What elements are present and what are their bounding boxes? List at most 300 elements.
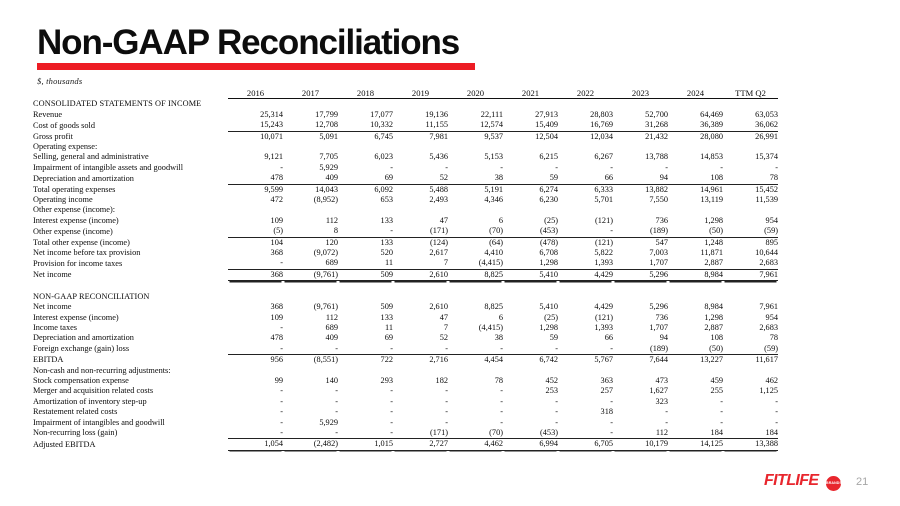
cell-2019: 2,493 (429, 195, 448, 205)
cell-2022: 6,333 (594, 184, 613, 194)
row-label: Depreciation and amortization (33, 173, 134, 183)
row-label: Non-recurring loss (gain) (33, 428, 118, 438)
table-spacer-row (33, 281, 778, 292)
cell-2017: 140 (325, 375, 338, 385)
cell-2019: 2,727 (393, 439, 448, 450)
table-row (33, 344, 778, 355)
row-label: Other expense (income) (33, 226, 113, 236)
table-row (33, 428, 778, 439)
table-row (33, 258, 778, 269)
units-note: $, thousands (37, 76, 83, 86)
cell-2018: - (390, 396, 393, 406)
cell-2020: 8,825 (484, 302, 503, 312)
table-row (33, 366, 778, 376)
row-label: Merger and acquisition related costs (33, 386, 154, 396)
cell-2020: 38 (448, 173, 503, 184)
cell-2018: 133 (380, 237, 393, 247)
cell-2018: 509 (338, 269, 393, 280)
cell-2020: 6 (498, 312, 503, 322)
row-label: Net income before tax provision (33, 248, 141, 258)
cell-2019 (393, 366, 448, 376)
cell-2020: 78 (494, 375, 503, 385)
cell-2024: - (720, 162, 723, 172)
table-row (33, 173, 778, 184)
cell-2018: 722 (380, 355, 393, 365)
cell-2023: 13,788 (645, 152, 668, 162)
cell-ttm-q2: 63,053 (755, 109, 778, 119)
cell-2018: - (390, 417, 393, 427)
logo-text-fit: FITLIFE (764, 472, 819, 489)
cell-2024: (50) (668, 226, 723, 237)
cell-2020: - (500, 162, 503, 172)
row-label: Operating expense: (33, 142, 98, 152)
cell-2019: - (445, 386, 448, 396)
cell-2020: 5,153 (484, 152, 503, 162)
cell-2016: 1,054 (228, 439, 283, 450)
table-body (33, 99, 778, 450)
cell-2021: - (555, 407, 558, 417)
row-label: Selling, general and administrative (33, 152, 149, 162)
cell-2023: 547 (655, 237, 668, 247)
cell-ttm-q2: - (775, 407, 778, 417)
cell-2024: 13,227 (700, 355, 723, 365)
cell-2016: 478 (270, 333, 283, 343)
cell-ttm-q2: 7,961 (759, 302, 778, 312)
cell-2018: 509 (380, 302, 393, 312)
cell-2021: - (555, 396, 558, 406)
cell-2018: 11 (338, 258, 393, 269)
cell-2021: - (555, 162, 558, 172)
cell-2022: - (610, 396, 613, 406)
cell-2016: - (280, 322, 283, 332)
cell-2019: 2,610 (393, 269, 448, 280)
cell-2017: (9,761) (313, 302, 338, 312)
cell-2018: - (390, 162, 393, 172)
row-label: Gross profit (33, 131, 73, 141)
cell-2021 (503, 366, 558, 376)
row-label: EBITDA (33, 355, 64, 365)
cell-2022: 1,393 (558, 258, 613, 269)
table-row (33, 397, 778, 407)
cell-2024: 14,853 (700, 152, 723, 162)
cell-2018: - (390, 407, 393, 417)
cell-2016: 478 (228, 173, 283, 184)
cell-2023: 31,268 (613, 120, 668, 131)
cell-2022: 16,769 (558, 120, 613, 131)
cell-2022: 4,429 (558, 269, 613, 280)
cell-2020: 38 (494, 333, 503, 343)
cell-2017: 5,929 (319, 162, 338, 172)
cell-2016 (228, 142, 283, 152)
cell-2016: 368 (228, 269, 283, 280)
cell-2020: 22,111 (480, 109, 503, 119)
row-label: Restatement related costs (33, 407, 118, 417)
cell-2023: 323 (655, 396, 668, 406)
cell-2022: - (610, 162, 613, 172)
table-row (33, 205, 778, 215)
cell-2023: - (665, 407, 668, 417)
cell-ttm-q2: 7,961 (723, 269, 778, 280)
cell-2021: 1,298 (503, 258, 558, 269)
cell-2023: 473 (655, 375, 668, 385)
cell-ttm-q2: 954 (765, 312, 778, 322)
cell-2016: 956 (270, 355, 283, 365)
cell-2016: 9,599 (264, 184, 283, 194)
cell-2022: 66 (604, 333, 613, 343)
cell-2022: 363 (600, 375, 613, 385)
cell-ttm-q2 (723, 366, 778, 376)
cell-2017: - (335, 386, 338, 396)
cell-2023: 52,700 (645, 109, 668, 119)
cell-2021: 452 (545, 375, 558, 385)
cell-2024: - (720, 417, 723, 427)
cell-2017: 112 (325, 312, 338, 322)
cell-2018: 6,023 (374, 152, 393, 162)
cell-2018: 17,077 (370, 109, 393, 119)
cell-ttm-q2: 462 (765, 375, 778, 385)
cell-2017 (283, 366, 338, 376)
title-accent-rule (37, 63, 475, 70)
cell-2019: 52 (393, 173, 448, 184)
column-header-2017: 2017 (283, 88, 338, 99)
cell-2021: 1,298 (539, 322, 558, 332)
cell-2024: 108 (710, 333, 723, 343)
logo-badge-text: BRANDS (826, 481, 842, 485)
table-row (33, 226, 778, 237)
cell-2021: (25) (544, 215, 558, 225)
cell-ttm-q2: 78 (769, 333, 778, 343)
cell-2024: 184 (668, 428, 723, 439)
row-label: Impairment of intangible assets and goodwill (33, 162, 184, 172)
cell-2021: - (503, 344, 558, 355)
cell-2020: 4,410 (484, 248, 503, 258)
cell-2024: 28,080 (700, 131, 723, 141)
cell-2024 (668, 366, 723, 376)
row-label: Total operating expenses (33, 184, 116, 194)
cell-2016: 368 (270, 248, 283, 258)
cell-2019: - (445, 396, 448, 406)
cell-2019 (393, 142, 448, 152)
cell-2018: - (338, 344, 393, 355)
cell-2021: (478) (540, 237, 558, 247)
cell-2018: 6,745 (374, 131, 393, 141)
row-label: Stock compensation expense (33, 375, 129, 385)
cell-2018: 133 (380, 215, 393, 225)
row-label: Net income (33, 270, 72, 280)
cell-2017: 5,091 (319, 131, 338, 141)
cell-ttm-q2 (723, 142, 778, 152)
row-label: Interest expense (income) (33, 312, 119, 322)
cell-2018: 653 (380, 195, 393, 205)
cell-ttm-q2: - (775, 162, 778, 172)
cell-2023 (613, 205, 668, 215)
cell-2020: - (500, 386, 503, 396)
table-row (33, 216, 778, 226)
cell-2022: 6,267 (594, 152, 613, 162)
cell-ttm-q2: 2,683 (759, 322, 778, 332)
cell-2018: 293 (380, 375, 393, 385)
row-label: Foreign exchange (gain) loss (33, 344, 130, 354)
cell-2017: 8 (283, 226, 338, 237)
cell-2022: 6,705 (558, 439, 613, 450)
cell-2020: 4,462 (448, 439, 503, 450)
table-row (33, 131, 778, 142)
cell-2018: - (338, 226, 393, 237)
column-header-ttm-q2: TTM Q2 (723, 88, 778, 99)
table-row (33, 269, 778, 280)
cell-ttm-q2: 13,388 (723, 439, 778, 450)
cell-2023: 21,432 (645, 131, 668, 141)
cell-ttm-q2: 11,539 (755, 195, 778, 205)
table-row (33, 237, 778, 248)
cell-2024 (668, 205, 723, 215)
column-header-2024: 2024 (668, 88, 723, 99)
table-row (33, 333, 778, 343)
row-label: Impairment of intangibles and goodwill (33, 417, 165, 427)
cell-2017: 14,043 (315, 184, 338, 194)
cell-ttm-q2: 15,452 (755, 184, 778, 194)
cell-2021 (503, 142, 558, 152)
cell-2022: - (558, 428, 613, 439)
cell-2019: 5,436 (429, 152, 448, 162)
cell-2018: - (338, 428, 393, 439)
cell-ttm-q2 (723, 205, 778, 215)
row-label: Operating income (33, 195, 93, 205)
cell-2022: 1,393 (594, 322, 613, 332)
cell-2023: 10,179 (613, 439, 668, 450)
cell-2019: 11,155 (393, 120, 448, 131)
cell-ttm-q2: 78 (723, 173, 778, 184)
cell-2019: - (445, 407, 448, 417)
cell-ttm-q2: 184 (723, 428, 778, 439)
cell-ttm-q2: 36,062 (723, 120, 778, 131)
column-header-2022: 2022 (558, 88, 613, 99)
column-header-2016: 2016 (228, 88, 283, 99)
row-label: Cost of goods sold (33, 120, 96, 130)
cell-2016: - (280, 407, 283, 417)
cell-2016: - (228, 428, 283, 439)
cell-2023: 94 (613, 173, 668, 184)
cell-2017 (283, 205, 338, 215)
cell-2018 (338, 205, 393, 215)
cell-2016: 109 (270, 312, 283, 322)
cell-2019: 2,716 (429, 355, 448, 365)
cell-2021: 27,913 (535, 109, 558, 119)
cell-2023: 5,296 (613, 269, 668, 280)
cell-2022: (121) (595, 237, 613, 247)
cell-2016: 10,071 (260, 131, 283, 141)
column-header-2018: 2018 (338, 88, 393, 99)
cell-2019: 5,488 (429, 184, 448, 194)
cell-2024: - (720, 396, 723, 406)
table-row (33, 323, 778, 333)
table-row (33, 313, 778, 323)
table-row (33, 418, 778, 428)
cell-2017: 120 (325, 237, 338, 247)
cell-2024: 64,469 (700, 109, 723, 119)
cell-2023: 13,882 (645, 184, 668, 194)
cell-ttm-q2: 10,644 (755, 248, 778, 258)
cell-2022: 12,034 (590, 131, 613, 141)
cell-2019: 7 (443, 322, 448, 332)
logo-badge-icon (826, 476, 841, 491)
cell-2023: (189) (613, 344, 668, 355)
cell-2023 (613, 142, 668, 152)
cell-2017: 12,708 (283, 120, 338, 131)
table-row (33, 142, 778, 152)
cell-2024: 2,887 (704, 322, 723, 332)
cell-2024: 8,984 (704, 302, 723, 312)
table-row (33, 355, 778, 366)
cell-2020: 9,537 (484, 131, 503, 141)
cell-2019: (171) (393, 428, 448, 439)
cell-2020 (448, 205, 503, 215)
cell-2024: 1,248 (704, 237, 723, 247)
cell-2019: 182 (435, 375, 448, 385)
cell-2022: - (610, 417, 613, 427)
cell-2024: 108 (668, 173, 723, 184)
cell-ttm-q2: 1,125 (759, 386, 778, 396)
cell-2023: 736 (655, 312, 668, 322)
cell-2021: 5,410 (539, 302, 558, 312)
cell-2016: - (280, 396, 283, 406)
cell-ttm-q2: - (775, 417, 778, 427)
column-header-2019: 2019 (393, 88, 448, 99)
cell-2023: 7,644 (649, 355, 668, 365)
cell-2021: (453) (503, 226, 558, 237)
cell-2023: 94 (659, 333, 668, 343)
cell-2021: 15,409 (503, 120, 558, 131)
cell-2019: - (393, 344, 448, 355)
cell-2021: 253 (545, 386, 558, 396)
cell-2024: 1,298 (704, 312, 723, 322)
cell-2022: 5,701 (594, 195, 613, 205)
cell-2020: - (500, 396, 503, 406)
cell-2021: 6,215 (539, 152, 558, 162)
cell-2019: (171) (393, 226, 448, 237)
page-number: 21 (856, 476, 869, 488)
table-row (33, 407, 778, 417)
cell-2024: 14,125 (668, 439, 723, 450)
cell-2019: 2,610 (429, 302, 448, 312)
cell-2024: 255 (710, 386, 723, 396)
cell-2018: 69 (338, 173, 393, 184)
cell-2020: (4,415) (478, 322, 503, 332)
row-label: Total other expense (income) (33, 237, 130, 247)
cell-ttm-q2: 895 (765, 237, 778, 247)
cell-2024: 13,119 (700, 195, 723, 205)
cell-2017: (8,952) (313, 195, 338, 205)
cell-2018 (338, 366, 393, 376)
cell-2023: 736 (655, 215, 668, 225)
cell-2016: - (228, 258, 283, 269)
cell-2019: 2,617 (429, 248, 448, 258)
cell-2024: (50) (668, 344, 723, 355)
cell-2021: 5,410 (503, 269, 558, 280)
table-row (33, 302, 778, 312)
cell-2023: 5,296 (649, 302, 668, 312)
table-row (33, 248, 778, 258)
section-heading: CONSOLIDATED STATEMENTS OF INCOME (33, 99, 202, 109)
cell-2017: 409 (283, 173, 338, 184)
cell-2016: 104 (270, 237, 283, 247)
section-heading-row (33, 99, 778, 110)
cell-2021: 6,230 (539, 195, 558, 205)
row-label: Non-cash and non-recurring adjustments: (33, 365, 171, 375)
cell-2019: 7 (393, 258, 448, 269)
table-header (33, 88, 778, 99)
cell-2017: (2,482) (283, 439, 338, 450)
cell-2024: 2,887 (668, 258, 723, 269)
cell-2021: 6,994 (503, 439, 558, 450)
cell-2023: 7,550 (649, 195, 668, 205)
cell-2019: 47 (439, 215, 448, 225)
cell-2017: 689 (325, 322, 338, 332)
cell-2016: (5) (228, 226, 283, 237)
cell-2020: (70) (448, 428, 503, 439)
cell-2017: 689 (283, 258, 338, 269)
row-label: Income taxes (33, 322, 78, 332)
cell-2019: 7,981 (429, 131, 448, 141)
cell-2021: 59 (503, 173, 558, 184)
cell-2022: 257 (600, 386, 613, 396)
cell-2017 (283, 142, 338, 152)
cell-2019: 52 (439, 333, 448, 343)
cell-2022 (558, 142, 613, 152)
cell-2022: 28,803 (590, 109, 613, 119)
cell-2020: (70) (448, 226, 503, 237)
cell-2016: - (228, 344, 283, 355)
cell-2020 (448, 142, 503, 152)
section-heading-row (33, 292, 778, 302)
cell-2017: (9,761) (283, 269, 338, 280)
cell-2019: - (445, 417, 448, 427)
cell-2023: 1,627 (649, 386, 668, 396)
cell-2020 (448, 366, 503, 376)
cell-2018: 520 (380, 248, 393, 258)
cell-2016: 9,121 (264, 152, 283, 162)
cell-2017: 112 (325, 215, 338, 225)
cell-2021: 6,708 (539, 248, 558, 258)
cell-2023: - (665, 417, 668, 427)
cell-2020: 8,825 (448, 269, 503, 280)
cell-2017: 409 (325, 333, 338, 343)
cell-2022: 318 (600, 407, 613, 417)
table-row (33, 439, 778, 450)
cell-2016 (228, 205, 283, 215)
cell-2016: - (280, 417, 283, 427)
row-label: Other expense (income): (33, 205, 116, 215)
cell-2021 (503, 205, 558, 215)
section-heading: NON-GAAP RECONCILIATION (33, 291, 150, 301)
cell-2017: - (335, 396, 338, 406)
cell-2017: - (283, 428, 338, 439)
cell-2019: 47 (439, 312, 448, 322)
cell-2018: 11 (385, 322, 393, 332)
cell-ttm-q2: 15,374 (755, 152, 778, 162)
table-row (33, 163, 778, 173)
cell-2018: 133 (380, 312, 393, 322)
cell-2016: 472 (270, 195, 283, 205)
cell-2021: 12,504 (535, 131, 558, 141)
cell-2018: 1,015 (338, 439, 393, 450)
table-row (33, 120, 778, 131)
cell-2024: 8,984 (668, 269, 723, 280)
cell-2020: 5,191 (484, 184, 503, 194)
cell-2024: 1,298 (704, 215, 723, 225)
cell-2017: 7,705 (319, 152, 338, 162)
cell-2017: - (283, 344, 338, 355)
